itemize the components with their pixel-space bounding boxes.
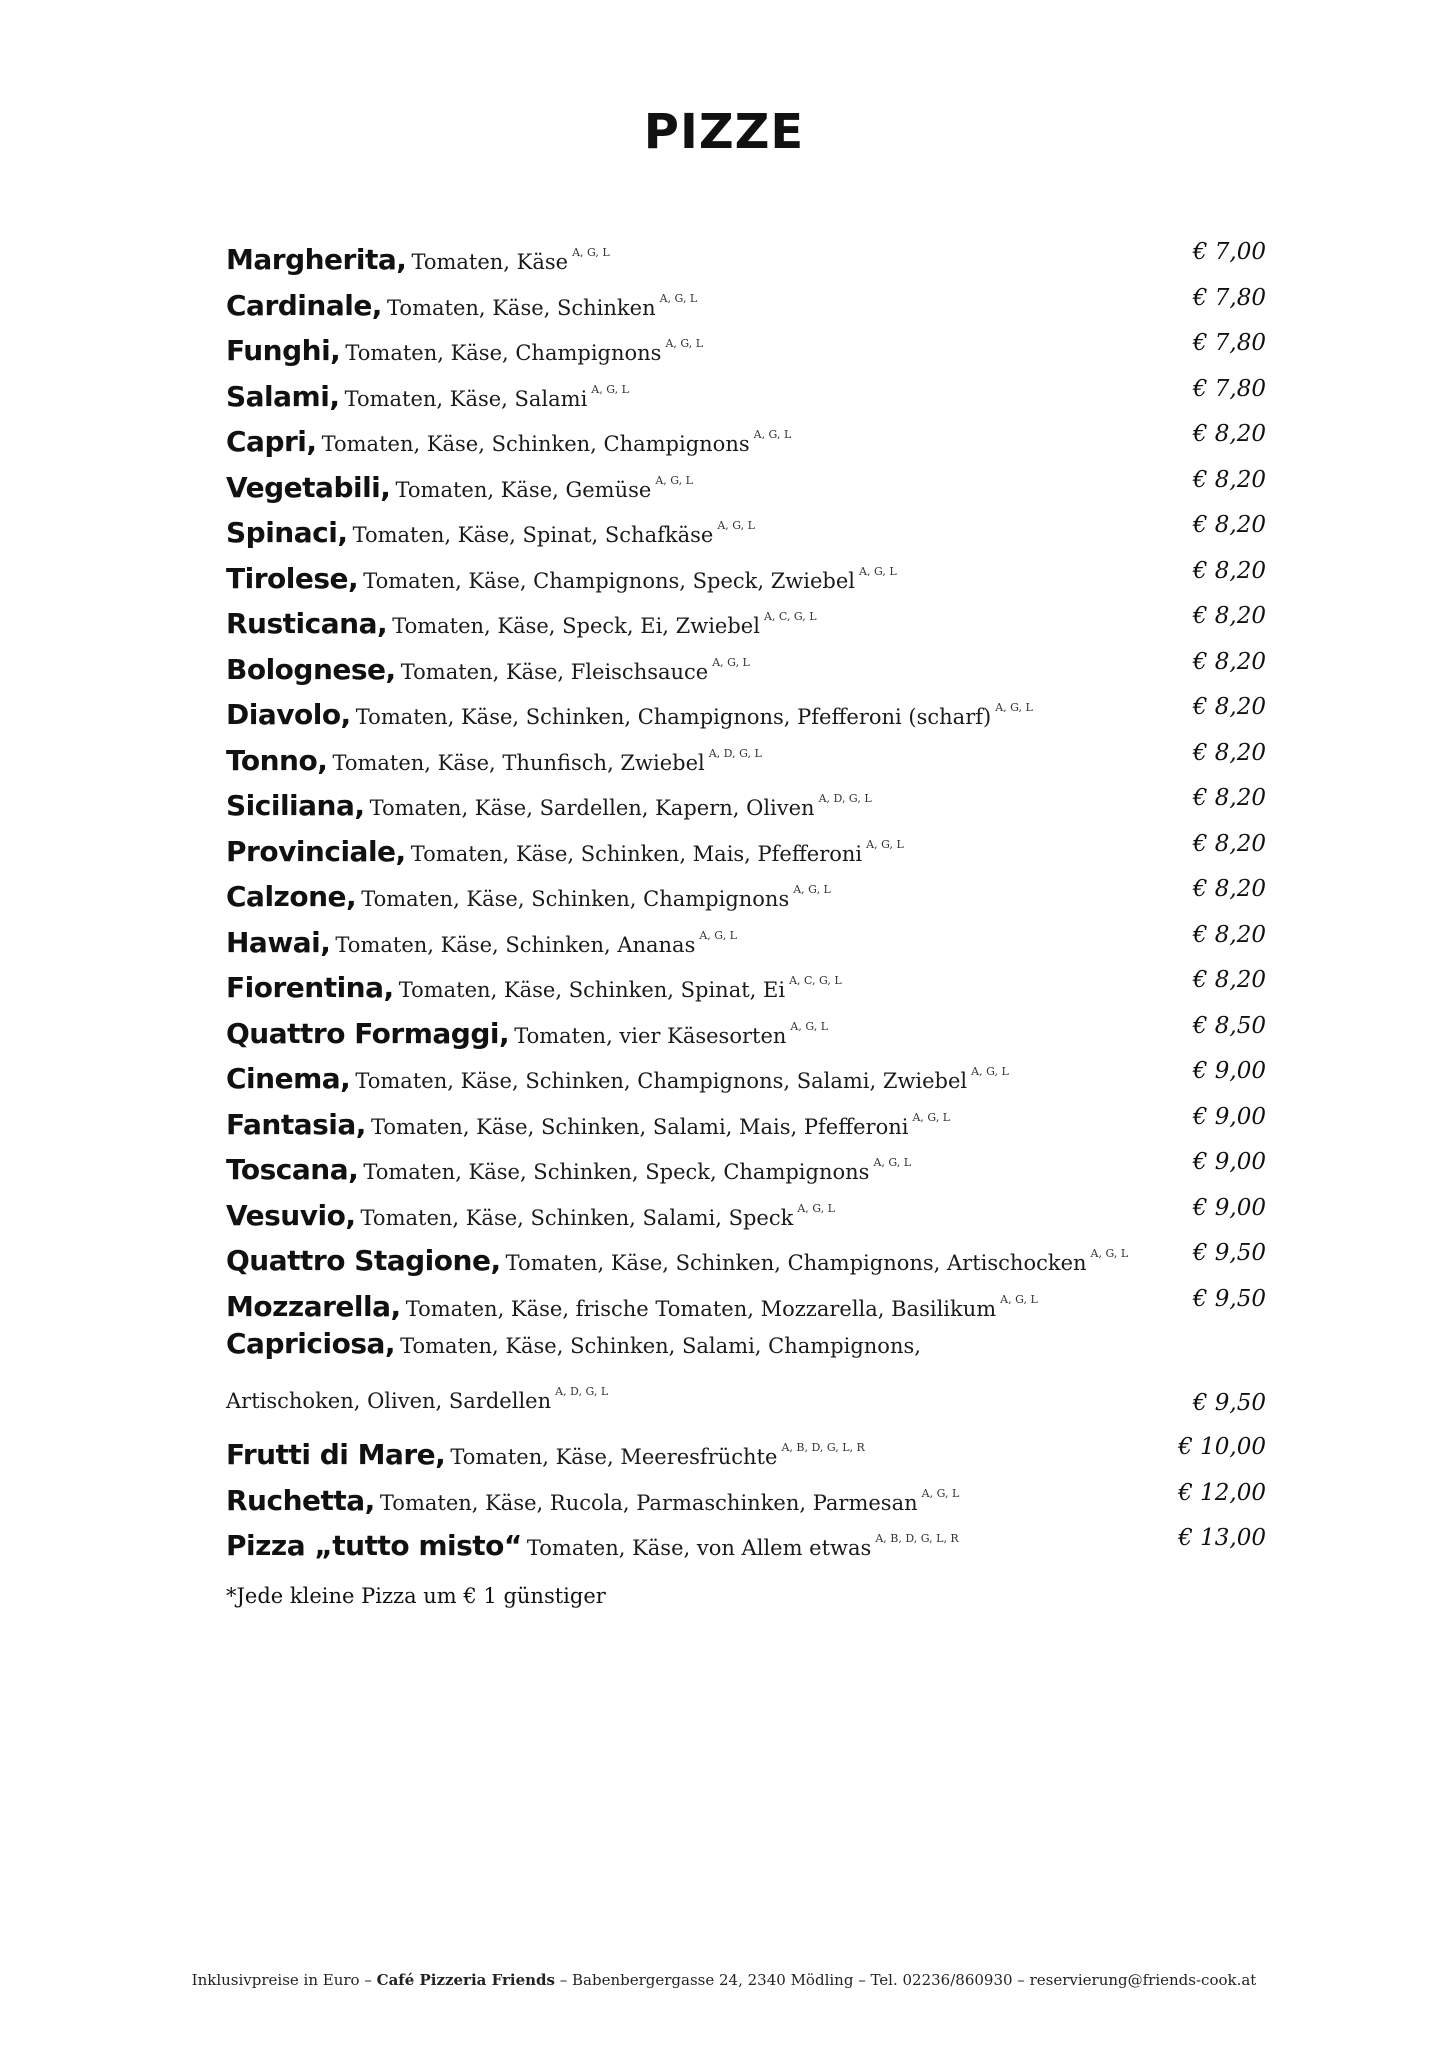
allergen-codes: A, C, G, L bbox=[789, 974, 842, 987]
menu-item bbox=[226, 1471, 1266, 1517]
allergen-codes: A, G, L bbox=[912, 1110, 951, 1124]
allergen-codes: A, D, G, L bbox=[708, 746, 762, 760]
pizza-ingredients: Tomaten, Käse, Schinken, Champignons, Pfefferoni (scharf) bbox=[355, 705, 992, 729]
pizza-ingredients: Tomaten, Käse, Meeresfrüchte bbox=[450, 1445, 778, 1469]
pizza-name: Toscana, bbox=[226, 1153, 359, 1186]
pizza-ingredients: Tomaten, Käse, Gemüse bbox=[395, 477, 652, 502]
pizza-price: € 8,20 bbox=[1192, 830, 1266, 857]
menu-item bbox=[226, 594, 1266, 640]
menu-item bbox=[226, 367, 1266, 413]
footer-text-start: Inklusivpreise in Euro – bbox=[191, 1971, 377, 1989]
pizza-price: € 7,00 bbox=[1192, 239, 1266, 265]
pizza-price: € 8,20 bbox=[1192, 603, 1266, 629]
menu-item-content bbox=[226, 1322, 946, 1425]
allergen-codes: A, G, L bbox=[1090, 1247, 1129, 1260]
pizza-name: Quattro Formaggi, bbox=[226, 1016, 510, 1050]
menu-item bbox=[226, 1322, 1266, 1425]
menu-item bbox=[226, 913, 1266, 959]
menu-item bbox=[226, 685, 1266, 731]
allergen-codes: A, G, L bbox=[717, 519, 755, 532]
pizza-ingredients: Tomaten, Käse, Schinken, Speck, Champignons bbox=[363, 1160, 870, 1184]
allergen-codes: A, G, L bbox=[797, 1201, 835, 1215]
pizza-price: € 8,20 bbox=[1192, 921, 1266, 948]
pizza-ingredients: Tomaten, Käse, Speck, Ei, Zwiebel bbox=[392, 614, 760, 638]
pizza-ingredients: Tomaten, Käse, frische Tomaten, Mozzarella, Basilikum bbox=[405, 1296, 997, 1321]
pizza-ingredients: Tomaten, Käse, Schinken, Salami, Champignons, Artischoken, Oliven, Sardellen bbox=[226, 1334, 921, 1413]
allergen-codes: A, G, L bbox=[971, 1065, 1009, 1078]
pizza-ingredients: Tomaten, Käse, Schinken, Salami, Speck bbox=[360, 1205, 794, 1230]
allergen-codes: A, G, L bbox=[572, 246, 610, 259]
allergen-codes: A, G, L bbox=[712, 655, 750, 669]
pizza-ingredients: Tomaten, Käse, Schinken, Spinat, Ei bbox=[398, 978, 786, 1002]
menu-item bbox=[226, 1049, 1266, 1095]
pizza-name: Fantasia, bbox=[226, 1107, 366, 1141]
pizza-name: Frutti di Mare, bbox=[226, 1438, 446, 1471]
allergen-codes: A, D, G, L bbox=[555, 1385, 609, 1398]
menu-item bbox=[226, 412, 1266, 458]
allergen-codes: A, G, L bbox=[591, 382, 629, 396]
pizza-name: Diavolo, bbox=[226, 698, 351, 731]
pizza-price: € 13,00 bbox=[1178, 1525, 1266, 1551]
allergen-codes: A, D, G, L bbox=[818, 792, 872, 805]
pizza-ingredients: Tomaten, Käse, Schinken, Champignons, Artischocken bbox=[505, 1251, 1087, 1275]
menu-item bbox=[226, 1231, 1266, 1277]
pizza-ingredients: Tomaten, Käse, Schinken, Ananas bbox=[335, 932, 696, 957]
footer bbox=[0, 1971, 1448, 1989]
pizza-menu-list bbox=[226, 230, 1266, 1562]
pizza-name: Quattro Stagione, bbox=[226, 1244, 501, 1277]
pizza-price: € 9,00 bbox=[1192, 1194, 1266, 1221]
pizza-name: Capri, bbox=[226, 425, 317, 458]
pizza-price: € 8,20 bbox=[1192, 512, 1266, 538]
pizza-price: € 8,20 bbox=[1192, 967, 1266, 993]
menu-item bbox=[226, 1004, 1266, 1050]
pizza-name: Hawai, bbox=[226, 925, 331, 959]
allergen-codes: A, G, L bbox=[995, 701, 1033, 714]
menu-item bbox=[226, 230, 1266, 276]
pizza-price: € 9,50 bbox=[1192, 1285, 1266, 1312]
menu-item bbox=[226, 549, 1266, 595]
pizza-ingredients: Tomaten, Käse, Schinken, Salami, Mais, Pfefferoni bbox=[370, 1114, 909, 1139]
menu-item bbox=[226, 321, 1266, 367]
pizza-price: € 8,20 bbox=[1192, 648, 1266, 675]
pizza-name: Bolognese, bbox=[226, 652, 396, 686]
pizza-price: € 9,50 bbox=[1192, 1390, 1266, 1416]
allergen-codes: A, G, L bbox=[793, 883, 831, 896]
pizza-name: Rusticana, bbox=[226, 607, 388, 640]
pizza-name: Margherita, bbox=[226, 243, 407, 276]
pizza-price: € 12,00 bbox=[1178, 1479, 1266, 1506]
pizza-name: Salami, bbox=[226, 379, 340, 413]
allergen-codes: A, G, L bbox=[859, 564, 897, 578]
pizza-name: Provinciale, bbox=[226, 834, 406, 868]
pizza-price: € 8,20 bbox=[1192, 785, 1266, 811]
pizza-price: € 7,80 bbox=[1192, 284, 1266, 311]
menu-item bbox=[226, 822, 1266, 868]
pizza-ingredients: Tomaten, Käse, Rucola, Parmaschinken, Parmesan bbox=[379, 1490, 918, 1515]
pizza-price: € 7,80 bbox=[1192, 375, 1266, 402]
pizza-price: € 9,00 bbox=[1192, 1058, 1266, 1084]
menu-item bbox=[226, 1425, 1266, 1471]
allergen-codes: A, G, L bbox=[1000, 1292, 1038, 1306]
allergen-codes: A, G, L bbox=[655, 473, 693, 487]
page-title: PIZZE bbox=[643, 104, 805, 160]
footer-restaurant-name: Café Pizzeria Friends bbox=[376, 1971, 555, 1989]
menu-item bbox=[226, 503, 1266, 549]
pizza-ingredients: Tomaten, Käse, Champignons, Speck, Zwiebel bbox=[363, 568, 856, 593]
pizza-ingredients: Tomaten, Käse, Schinken bbox=[387, 295, 656, 320]
pizza-price: € 8,20 bbox=[1192, 557, 1266, 584]
pizza-price: € 8,20 bbox=[1192, 421, 1266, 447]
pizza-name: Spinaci, bbox=[226, 516, 348, 549]
pizza-price: € 9,50 bbox=[1192, 1240, 1266, 1266]
pizza-price: € 8,50 bbox=[1192, 1012, 1266, 1039]
allergen-codes: A, B, D, G, L, R bbox=[875, 1532, 959, 1545]
allergen-codes: A, G, L bbox=[790, 1019, 829, 1033]
menu-item-content bbox=[226, 1516, 1146, 1573]
menu-item bbox=[226, 1516, 1266, 1562]
pizza-name: Cardinale, bbox=[226, 288, 382, 322]
pizza-ingredients: Tomaten, Käse, Salami bbox=[344, 386, 588, 411]
pizza-ingredients: Tomaten, Käse, Champignons bbox=[345, 341, 662, 365]
pizza-name: Mozzarella, bbox=[226, 1289, 401, 1323]
pizza-price: € 8,20 bbox=[1192, 466, 1266, 493]
pizza-ingredients: Tomaten, Käse, Thunfisch, Zwiebel bbox=[332, 750, 705, 775]
pizza-ingredients: Tomaten, Käse, Schinken, Champignons bbox=[361, 887, 790, 911]
pizza-ingredients: Tomaten, vier Käsesorten bbox=[514, 1023, 787, 1048]
allergen-codes: A, G, L bbox=[699, 928, 737, 942]
pizza-price: € 7,80 bbox=[1192, 330, 1266, 356]
footer-text-end: – Babenbergergasse 24, 2340 Mödling – Tel. 02236/860930 – reservierung@friends-cook.at bbox=[554, 1971, 1257, 1989]
pizza-price: € 10,00 bbox=[1178, 1434, 1266, 1460]
pizza-name: Tonno, bbox=[226, 743, 328, 777]
pizza-price: € 8,20 bbox=[1192, 739, 1266, 766]
pizza-name: Pizza „tutto misto“ bbox=[226, 1529, 522, 1562]
menu-item bbox=[226, 867, 1266, 913]
pizza-ingredients: Tomaten, Käse, Spinat, Schafkäse bbox=[352, 523, 714, 547]
pizza-name: Cinema, bbox=[226, 1062, 351, 1095]
menu-item bbox=[226, 458, 1266, 504]
allergen-codes: A, B, D, G, L, R bbox=[781, 1441, 865, 1454]
pizza-name: Calzone, bbox=[226, 880, 357, 913]
allergen-codes: A, G, L bbox=[753, 428, 792, 441]
menu-item bbox=[226, 1186, 1266, 1232]
pizza-ingredients: Tomaten, Käse, Schinken, Champignons, Salami, Zwiebel bbox=[355, 1069, 968, 1093]
menu-item bbox=[226, 958, 1266, 1004]
pizza-ingredients: Tomaten, Käse, Schinken, Mais, Pfefferoni bbox=[410, 841, 863, 866]
pizza-price: € 8,20 bbox=[1192, 694, 1266, 720]
menu-item bbox=[226, 640, 1266, 686]
allergen-codes: A, G, L bbox=[921, 1486, 960, 1500]
pizza-name: Vesuvio, bbox=[226, 1198, 356, 1232]
pizza-ingredients: Tomaten, Käse bbox=[411, 250, 569, 274]
pizza-name: Ruchetta, bbox=[226, 1483, 375, 1517]
pizza-ingredients: Tomaten, Käse, Sardellen, Kapern, Oliven bbox=[369, 796, 815, 820]
allergen-codes: A, G, L bbox=[866, 837, 904, 851]
pizza-ingredients: Tomaten, Käse, Fleischsauce bbox=[400, 659, 709, 684]
pizza-name: Vegetabili, bbox=[226, 470, 391, 504]
menu-item bbox=[226, 776, 1266, 822]
pizza-price: € 8,20 bbox=[1192, 876, 1266, 902]
small-pizza-note: *Jede kleine Pizza um € 1 günstiger bbox=[226, 1584, 606, 1608]
pizza-ingredients: Tomaten, Käse, von Allem etwas bbox=[526, 1536, 872, 1560]
allergen-codes: A, G, L bbox=[873, 1156, 912, 1169]
allergen-codes: A, C, G, L bbox=[763, 610, 817, 623]
menu-item bbox=[226, 731, 1266, 777]
pizza-price: € 9,00 bbox=[1192, 1103, 1266, 1130]
menu-item bbox=[226, 1277, 1266, 1323]
menu-item bbox=[226, 1140, 1266, 1186]
menu-item bbox=[226, 1095, 1266, 1141]
allergen-codes: A, G, L bbox=[659, 291, 698, 305]
pizza-ingredients: Tomaten, Käse, Schinken, Champignons bbox=[321, 432, 750, 456]
pizza-name: Siciliana, bbox=[226, 789, 365, 822]
pizza-price: € 9,00 bbox=[1192, 1149, 1266, 1175]
pizza-name: Fiorentina, bbox=[226, 971, 394, 1004]
menu-item bbox=[226, 276, 1266, 322]
pizza-name: Tirolese, bbox=[226, 561, 359, 595]
pizza-name: Funghi, bbox=[226, 334, 341, 367]
pizza-name: Capriciosa, bbox=[226, 1327, 396, 1360]
allergen-codes: A, G, L bbox=[665, 337, 704, 350]
